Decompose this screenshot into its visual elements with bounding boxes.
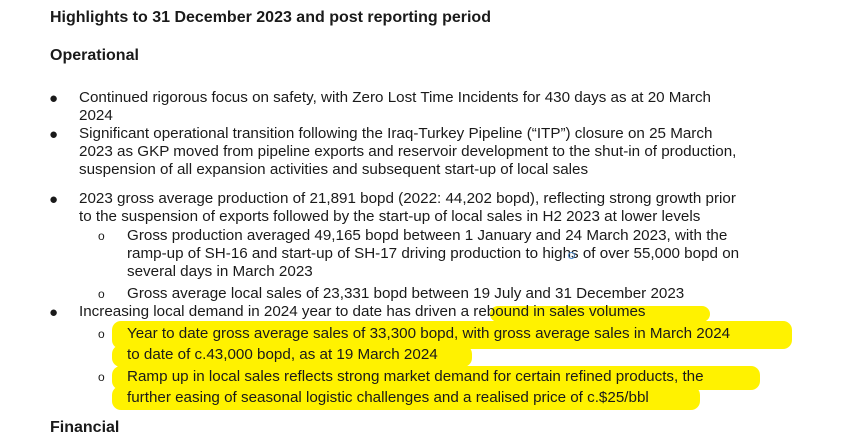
bullet-3-line-1: 2023 gross average production of 21,891 bopd (2022: 44,202 bopd), reflecting strong growth prior: [79, 190, 736, 207]
sub-bullet-marker: o: [98, 370, 105, 384]
bullet-1-line-1: Continued rigorous focus on safety, with Zero Lost Time Incidents for 430 days as at 20 March: [79, 89, 712, 106]
bullet-2-line-3: suspension of all expansion activities and subsequent start-up of local sales: [79, 161, 589, 178]
page-title: Highlights to 31 December 2023 and post reporting period: [50, 9, 491, 26]
section-heading-financial: Financial: [50, 419, 120, 436]
bullet-3-sub-1-line-1: Gross production averaged 49,165 bopd between 1 January and 24 March 2023, with the: [127, 227, 728, 244]
bullet-4-sub-1-line-1: Year to date gross average sales of 33,300 bopd, with gross average sales in March 2024: [127, 325, 731, 342]
bullet-3-sub-1-line-3: several days in March 2023: [127, 263, 313, 280]
bullet-3-sub-2-line-1: Gross average local sales of 23,331 bopd between 19 July and 31 December 2023: [127, 285, 685, 302]
bullet-marker: ●: [49, 90, 59, 107]
sub-bullet-marker: o: [98, 327, 105, 341]
section-heading-next-clip: [50, 419, 150, 436]
sub-bullet-marker: o: [98, 229, 105, 243]
sub-bullet-marker: o: [98, 287, 105, 301]
bullet-3-line-2: to the suspension of exports followed by the start-up of local sales in H2 2023 at lower levels: [79, 208, 701, 225]
bullet-1-line-2: 2024: [79, 107, 113, 124]
bullet-2-line-2: 2023 as GKP moved from pipeline exports and reservoir development to the shut-in of production,: [79, 143, 737, 160]
bullet-4-sub-2-line-2: further easing of seasonal logistic challenges and a realised price of c.$25/bbl: [127, 389, 649, 406]
bullet-3-sub-1-line-2: ramp-up of SH-16 and start-up of SH-17 driving production to highs of over 55,000 bopd on: [127, 245, 740, 262]
bullet-marker: ●: [49, 191, 59, 208]
bullet-4-sub-1-line-2: to date of c.43,000 bopd, as at 19 March 2024: [127, 346, 438, 363]
bullet-4-line-1: Increasing local demand in 2024 year to date has driven a rebound in sales volumes: [79, 303, 646, 320]
bullet-2-line-1: Significant operational transition following the Iraq-Turkey Pipeline (“ITP”) closure on 25 March: [79, 125, 713, 142]
cursor-marker-icon: [568, 252, 575, 259]
bullet-marker: ●: [49, 304, 59, 321]
section-heading-operational: Operational: [50, 47, 139, 64]
bullet-4-sub-2-line-1: Ramp up in local sales reflects strong market demand for certain refined products, the: [127, 368, 704, 385]
bullet-marker: ●: [49, 126, 59, 143]
